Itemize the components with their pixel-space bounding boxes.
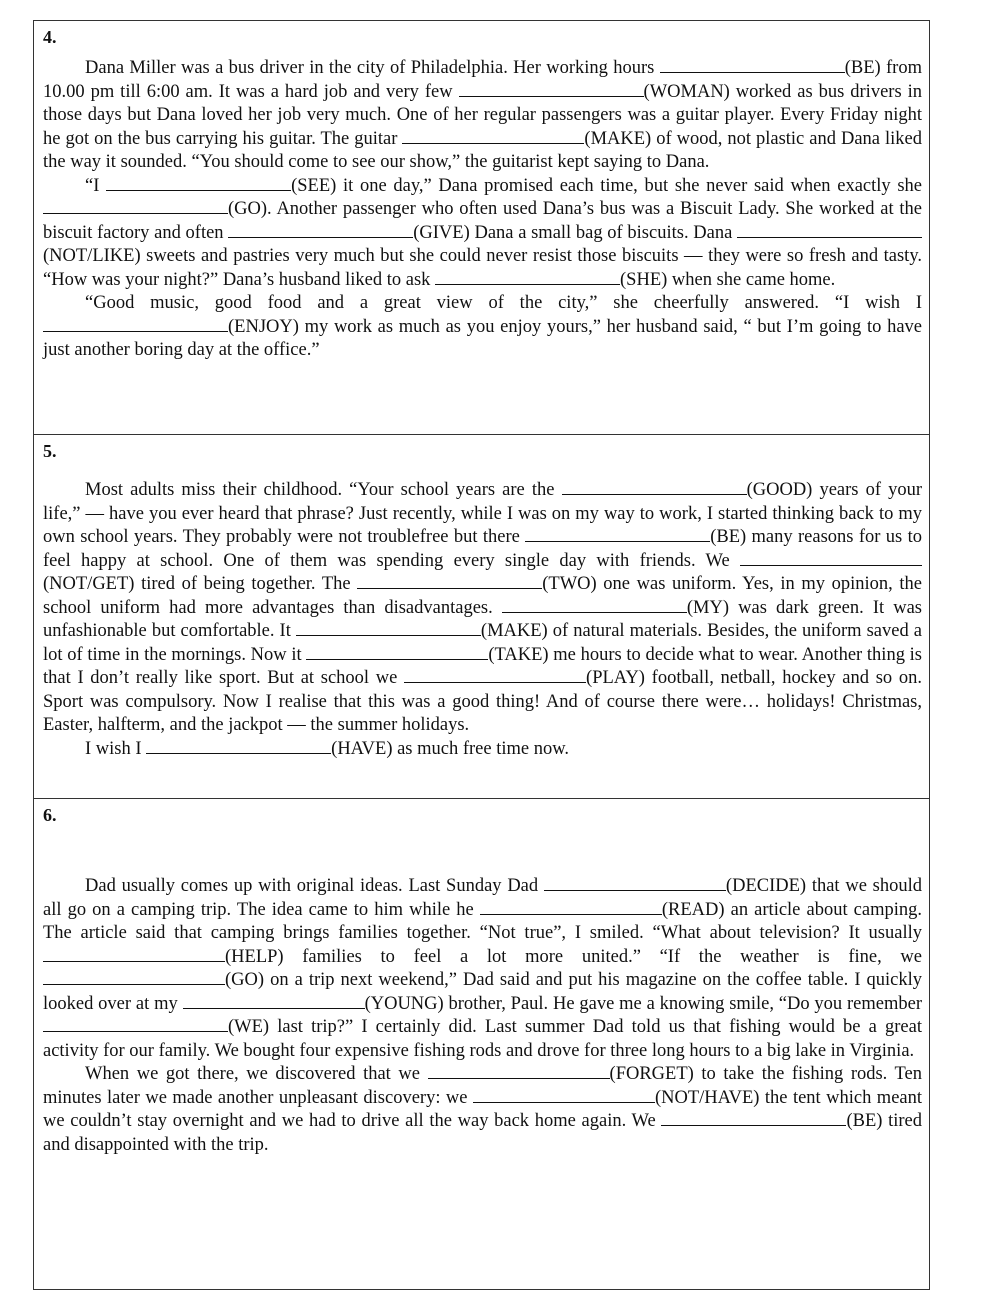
answer-blank[interactable] <box>43 317 228 332</box>
answer-blank[interactable] <box>146 739 331 754</box>
answer-blank[interactable] <box>106 176 291 191</box>
answer-blank[interactable] <box>357 574 542 589</box>
text-run: (NOT/GET) tired of being together. The <box>43 574 358 594</box>
text-run: Most adults miss their childhood. “Your school years are the <box>85 480 562 500</box>
answer-blank[interactable] <box>402 129 584 144</box>
answer-blank[interactable] <box>228 223 413 238</box>
text-run: (TWO) one was uniform. Yes, in my opinion, the school uniform had more advantages than disadvantages. <box>43 574 922 618</box>
text-run: (WE) last trip?” I certainly did. Last summer Dad told us that fishing would be a great activity for our family. We bought four expensive fishing rods and drove for three long hours to a big lake in Virginia. <box>43 1017 922 1061</box>
answer-blank[interactable] <box>435 270 620 285</box>
text-run: “Good music, good food and a great view of the city,” she cheerfully answered. “I wish I <box>85 293 922 313</box>
answer-blank[interactable] <box>740 551 922 566</box>
text-run: (SEE) it one day,” Dana promised each time, but she never said when exactly she <box>291 175 922 196</box>
paragraph <box>43 292 922 363</box>
text-run: (NOT/HAVE) the tent which meant we couldn’t stay overnight and we had to drive all the way back home again. We <box>43 1087 923 1131</box>
text-run: (GO). Another passenger who often used Dana’s bus was a Biscuit Lady. She worked at the biscuit factory and often <box>43 199 922 243</box>
text-run: (YOUNG) brother, Paul. He gave me a knowing smile, “Do you remember <box>364 993 923 1014</box>
answer-blank[interactable] <box>661 1111 846 1126</box>
text-run: When we got there, we discovered that we <box>85 1064 428 1084</box>
answer-blank[interactable] <box>404 668 586 683</box>
answer-blank[interactable] <box>296 621 481 636</box>
text-run: (GO) on a trip next weekend,” Dad said and put his magazine on the coffee table. I quickly looked over at my <box>43 970 922 1014</box>
answer-blank[interactable] <box>183 994 365 1009</box>
text-run: (FORGET) to take the fishing rods. Ten minutes later we made another unpleasant discovery: we <box>43 1064 923 1108</box>
exercise-number: 5. <box>43 441 57 461</box>
answer-blank[interactable] <box>43 947 225 962</box>
text-run: (BE) from 10.00 pm till 6:00 am. It was a hard job and very few <box>43 58 922 102</box>
worksheet-frame <box>33 20 930 1290</box>
paragraph <box>43 875 922 1063</box>
answer-blank[interactable] <box>459 82 644 97</box>
paragraph <box>43 57 922 175</box>
answer-blank[interactable] <box>737 223 922 238</box>
exercise-4 <box>34 21 929 434</box>
answer-blank[interactable] <box>43 199 228 214</box>
answer-blank[interactable] <box>544 876 726 891</box>
text-run: (ENJOY) my work as much as you enjoy yours,” her husband said, “ but I’m going to have just another boring day at the office.” <box>43 316 922 360</box>
text-run: I wish I <box>85 738 147 759</box>
text-run: (BE) tired and disappointed with the trip. <box>43 1111 922 1155</box>
answer-blank[interactable] <box>43 970 225 985</box>
text-run: (WOMAN) worked as bus drivers in those days but Dana loved her job very much. One of her regular passengers was a guitar player. Every Friday night he got on the bus carrying his guitar. The guitar <box>43 81 922 149</box>
text-run: (BE) many reasons for us to feel happy at school. One of them was spending every single day with friends. We <box>43 527 922 571</box>
text-run: (NOT/LIKE) sweets and pastries very much but she could never resist those biscuits — they were so fresh and tasty. “How was your night?” Dana’s husband liked to ask <box>43 246 922 290</box>
exercise-text <box>43 479 922 761</box>
text-run: (PLAY) football, netball, hockey and so on. Sport was compulsory. Now I realise that this was a good thing! And of course there were… holidays! Christmas, Easter, halfterm, and the jackpot — the summer holidays. <box>43 668 922 735</box>
answer-blank[interactable] <box>480 900 662 915</box>
exercise-number: 6. <box>43 805 57 825</box>
text-run: (MAKE) of natural materials. Besides, the uniform saved a lot of time in the mornings. Now it <box>43 621 922 665</box>
answer-blank[interactable] <box>502 598 687 613</box>
text-run: (HELP) families to feel a lot more united.” “If the weather is fine, we <box>225 946 922 967</box>
text-run: (MAKE) of wood, not plastic and Dana liked the way it sounded. “You should come to see our show,” the guitarist kept saying to Dana. <box>43 128 922 172</box>
paragraph <box>43 738 922 762</box>
answer-blank[interactable] <box>306 645 488 660</box>
text-run: (GOOD) years of your life,” — have you ever heard that phrase? Just recently, while I was on my way to work, I started thinking back to my own school years. They probably were not troublefree but there <box>43 480 922 547</box>
text-run: (MY) was dark green. It was unfashionable but comfortable. It <box>43 597 923 641</box>
exercise-5 <box>34 434 929 798</box>
answer-blank[interactable] <box>43 1017 228 1032</box>
answer-blank[interactable] <box>660 58 845 73</box>
text-run: (READ) an article about camping. The article said that camping brings families together. “Not true”, I smiled. “What about television? It usually <box>43 899 922 943</box>
exercise-text <box>43 57 922 363</box>
text-run: (SHE) when she came home. <box>620 269 836 290</box>
text-run: (DECIDE) that we should all go on a camping trip. The idea came to him while he <box>43 876 923 920</box>
exercise-number: 4. <box>43 27 57 47</box>
text-run: (GIVE) Dana a small bag of biscuits. Dana <box>413 222 738 243</box>
exercise-6 <box>34 798 929 1298</box>
answer-blank[interactable] <box>525 527 710 542</box>
answer-blank[interactable] <box>473 1088 655 1103</box>
paragraph <box>43 1063 922 1157</box>
paragraph <box>43 479 922 738</box>
text-run: Dana Miller was a bus driver in the city of Philadelphia. Her working hours <box>85 58 660 78</box>
text-run: (HAVE) as much free time now. <box>331 738 570 759</box>
exercise-text <box>43 875 922 1157</box>
text-run: (TAKE) me hours to decide what to wear. Another thing is that I don’t really like sport. But at school we <box>43 644 923 688</box>
answer-blank[interactable] <box>428 1064 610 1079</box>
answer-blank[interactable] <box>562 480 747 495</box>
text-run: “I <box>85 175 107 196</box>
text-run: Dad usually comes up with original ideas. Last Sunday Dad <box>85 876 544 896</box>
paragraph <box>43 175 922 293</box>
